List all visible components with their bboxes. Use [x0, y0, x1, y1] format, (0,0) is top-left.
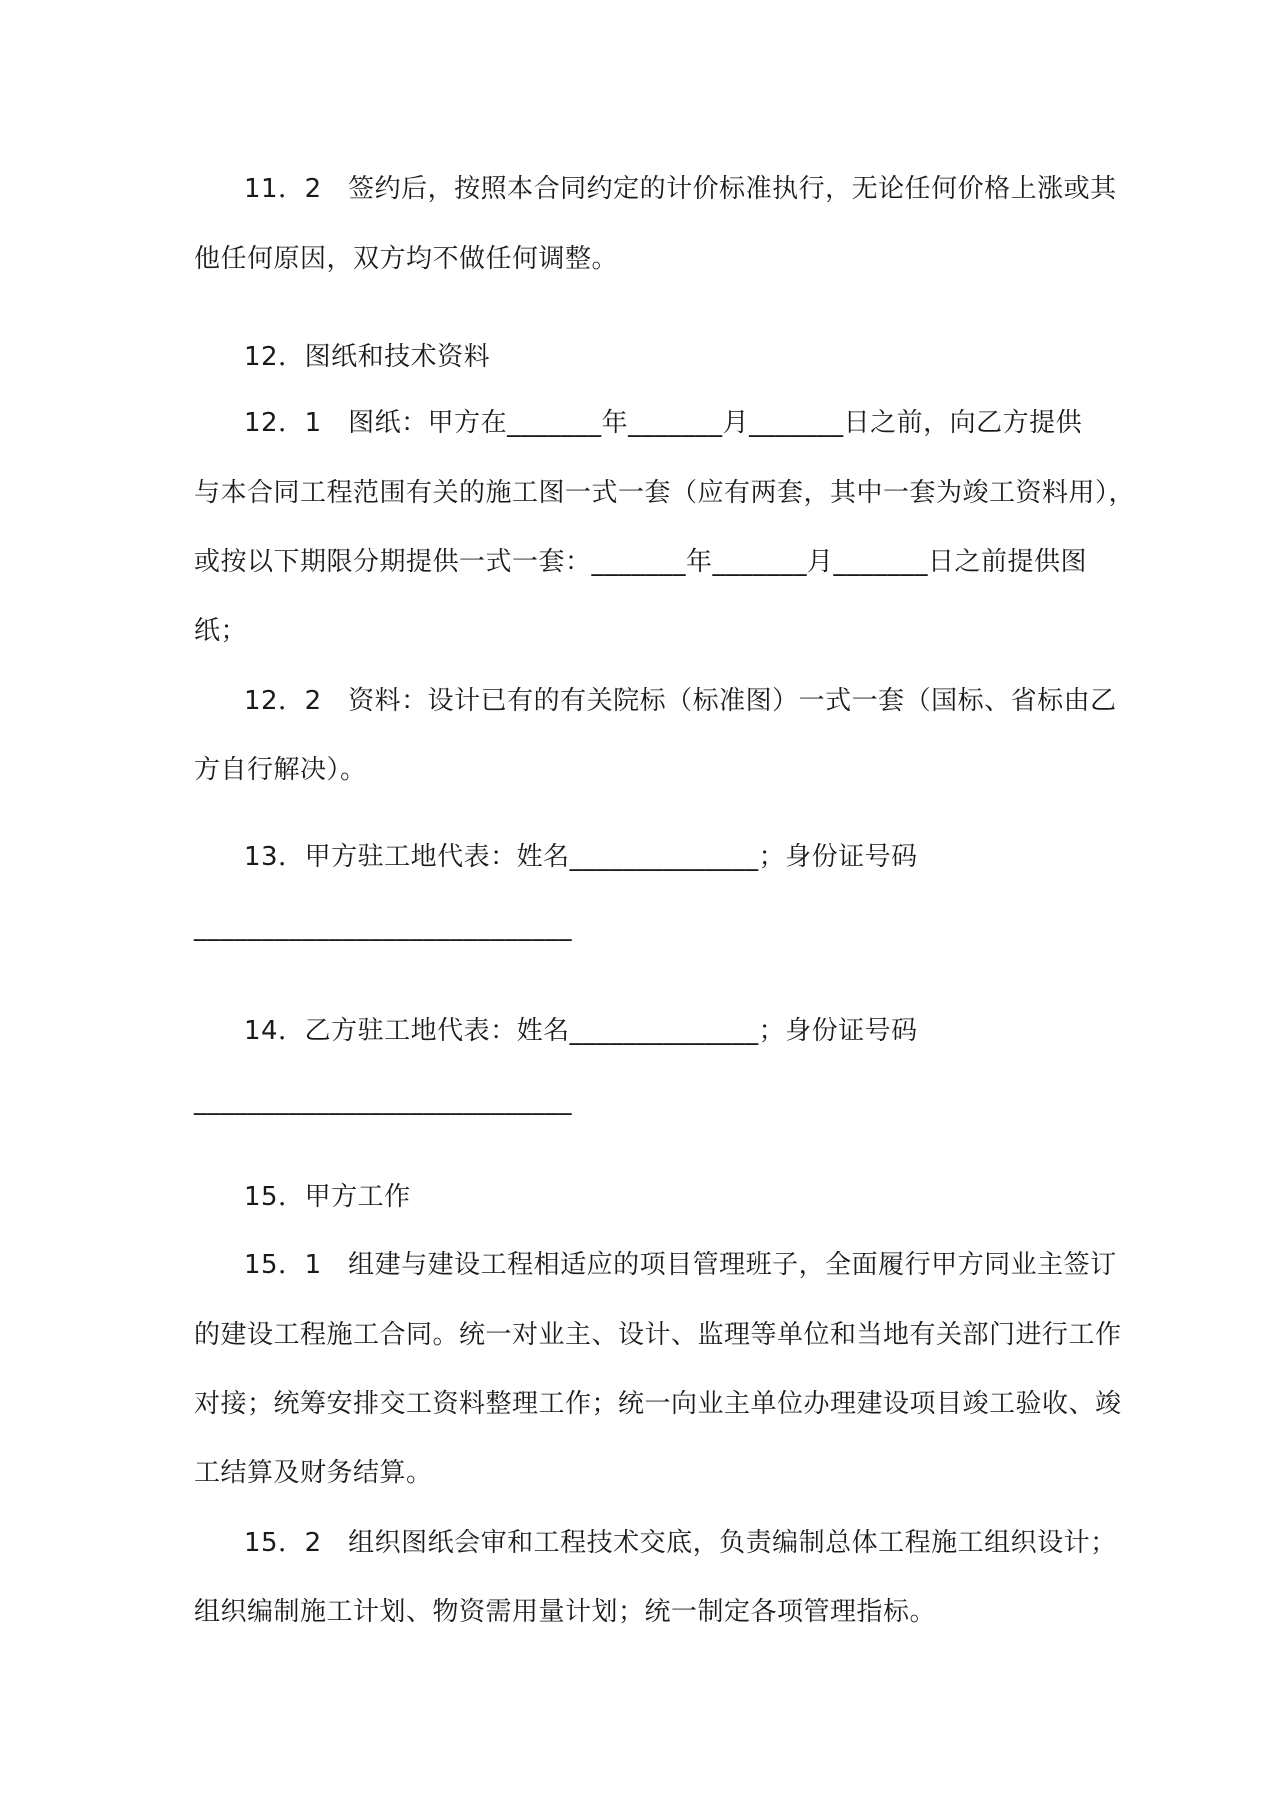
clause-15-1-line-3: 对接；统筹安排交工资料整理工作；统一向业主单位办理建设项目竣工验收、竣	[194, 1389, 1122, 1419]
section-14-line-1: 14．乙方驻工地代表：姓名______________；身份证号码	[244, 1016, 918, 1046]
clause-15-2-line-1: 15．2 组织图纸会审和工程技术交底，负责编制总体工程施工组织设计；	[244, 1528, 1117, 1558]
clause-15-1-line-1: 15．1 组建与建设工程相适应的项目管理班子，全面履行甲方同业主签订	[244, 1250, 1117, 1280]
clause-11-2-line-1: 11．2 签约后，按照本合同约定的计价标准执行，无论任何价格上涨或其	[244, 174, 1117, 204]
clause-11-2-line-2: 他任何原因，双方均不做任何调整。	[194, 244, 619, 274]
section-12-heading: 12．图纸和技术资料	[244, 342, 491, 372]
clause-12-1-line-1: 12．1 图纸：甲方在_______年_______月_______日之前，向乙方提供	[244, 408, 1083, 438]
section-13-line-1: 13．甲方驻工地代表：姓名______________；身份证号码	[244, 842, 918, 872]
clause-12-2-line-1: 12．2 资料：设计已有的有关院标（标准图）一式一套（国标、省标由乙	[244, 686, 1117, 716]
section-14-line-2: ____________________________	[194, 1086, 572, 1116]
clause-12-2-line-2: 方自行解决）。	[194, 755, 367, 785]
clause-15-1-line-4: 工结算及财务结算。	[194, 1458, 433, 1488]
clause-15-1-line-2: 的建设工程施工合同。统一对业主、设计、监理等单位和当地有关部门进行工作	[194, 1320, 1122, 1350]
clause-12-1-line-3: 或按以下期限分期提供一式一套：_______年_______月_______日之前提供图	[194, 547, 1088, 577]
clause-15-2-line-2: 组织编制施工计划、物资需用量计划；统一制定各项管理指标。	[194, 1597, 937, 1627]
section-15-heading: 15．甲方工作	[244, 1182, 411, 1212]
clause-12-1-line-2: 与本合同工程范围有关的施工图一式一套（应有两套，其中一套为竣工资料用），	[194, 478, 1136, 508]
section-13-line-2: ____________________________	[194, 912, 572, 942]
clause-12-1-line-4: 纸；	[194, 616, 248, 646]
